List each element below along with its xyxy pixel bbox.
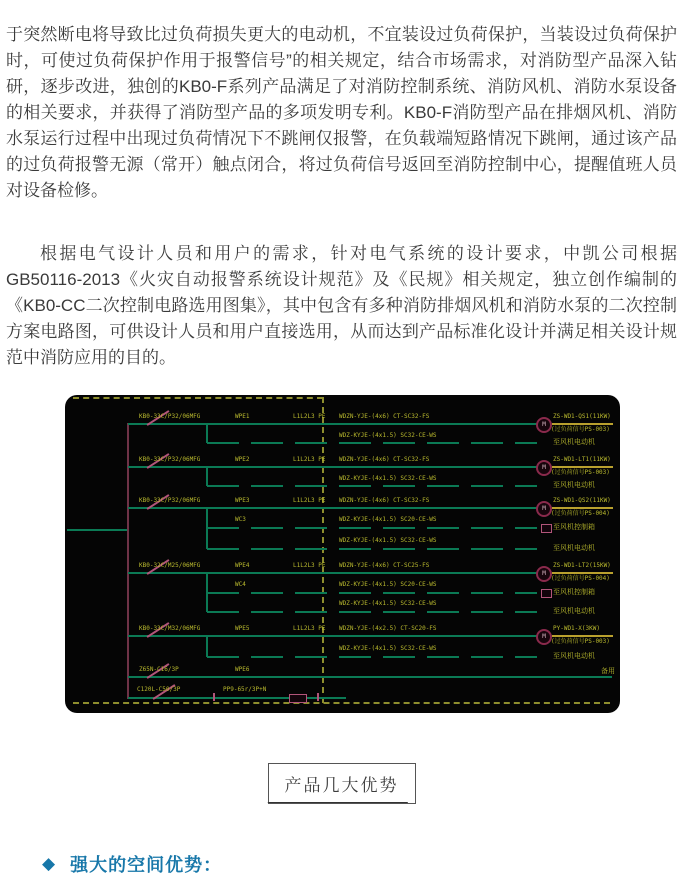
dashed-border-bottom bbox=[73, 702, 610, 704]
dest-label: 至风机控制箱 bbox=[553, 588, 595, 596]
circuit-diagram-image[interactable] bbox=[65, 395, 620, 713]
breaker-label: KB0-33C/P32/06MFG bbox=[139, 497, 201, 504]
circuit-line bbox=[128, 635, 538, 637]
motor-icon: M bbox=[536, 501, 552, 517]
dest-label: ZS-WD1-QS1(11KW) bbox=[553, 413, 611, 420]
dest-label: 至风机电动机 bbox=[553, 652, 595, 660]
breaker-label: KB0-32C/M25/06MFG bbox=[139, 562, 201, 569]
feeder-label: WPE2 bbox=[235, 456, 250, 463]
caption-box bbox=[268, 763, 416, 804]
dest-underline bbox=[552, 466, 613, 468]
cable-label: WDZ-KYJE-(4x1.5) SC32-CE-WS bbox=[339, 475, 437, 482]
dest-label: ZS-WD1-QS2(11KW) bbox=[553, 497, 611, 504]
feeder-label: WPE1 bbox=[235, 413, 250, 420]
arrow-tick bbox=[213, 693, 215, 701]
cable-label: WDZN-YJE-(4x6) CT-SC32-FS bbox=[339, 456, 430, 463]
dest-label: ZS-WD1-LT1(11KW) bbox=[553, 456, 611, 463]
branch-drop-line bbox=[206, 636, 208, 657]
dest-underline bbox=[552, 507, 613, 509]
phase-label: L1L2L3 PE bbox=[293, 456, 326, 463]
cable-label: WDZ-KYJE-(4x1.5) SC32-CE-WS bbox=[339, 537, 437, 544]
sub-circuit-line bbox=[207, 656, 537, 658]
sub-circuit-line bbox=[207, 527, 537, 529]
dest-sub-label: (过负荷信号PS-003) bbox=[551, 426, 610, 433]
sub-circuit-line bbox=[207, 592, 537, 594]
phase-label: L1L2L3 PE bbox=[293, 562, 326, 569]
meter-label: PP9-65r/3P+N bbox=[223, 686, 267, 693]
dest-sub-label: (过负荷信号PS-003) bbox=[551, 469, 610, 476]
dest-underline bbox=[552, 423, 613, 425]
terminal-box bbox=[541, 589, 552, 598]
section-caption bbox=[0, 763, 683, 804]
dest-label: 至风机电动机 bbox=[553, 607, 595, 615]
dest-underline bbox=[552, 635, 613, 637]
terminal-box bbox=[541, 524, 552, 533]
breaker-label: Z65N-C16/3P bbox=[139, 666, 179, 673]
dest-sub-label: (过负荷信号PS-004) bbox=[551, 575, 610, 582]
bus-line bbox=[127, 423, 129, 699]
branch-drop-line bbox=[206, 424, 208, 443]
cable-label: WDZ-KYJE-(4x1.5) SC20-CE-WS bbox=[339, 516, 437, 523]
circuit-line bbox=[128, 466, 538, 468]
cable-label: WDZN-YJE-(4x6) CT-SC25-FS bbox=[339, 562, 430, 569]
dest-sub-label: (过负荷信号PS-004) bbox=[551, 510, 610, 517]
cable-label: WDZ-KYJE-(4x1.5) SC20-CE-WS bbox=[339, 581, 437, 588]
feeder-label: WPE3 bbox=[235, 497, 250, 504]
meter-box bbox=[289, 694, 307, 703]
sub-circuit-line bbox=[207, 485, 537, 487]
dashed-border-top bbox=[73, 397, 323, 399]
circuit-line bbox=[128, 676, 612, 678]
dest-label: ZS-WD1-LT2(15KW) bbox=[553, 562, 611, 569]
cable-label: WDZN-YJE-(4x2.5) CT-SC20-FS bbox=[339, 625, 437, 632]
dest-label: 至风机电动机 bbox=[553, 438, 595, 446]
dest-label: 至风机电动机 bbox=[553, 481, 595, 489]
caption-label: 产品几大优势 bbox=[284, 776, 399, 795]
breaker-label: KB0-33C/P32/06MFG bbox=[139, 456, 201, 463]
dest-label: PY-WD1-X(3KW) bbox=[553, 625, 600, 632]
diamond-bullet-icon: ◆ bbox=[42, 854, 56, 873]
circuit-line bbox=[128, 507, 538, 509]
dest-label: 至风机电动机 bbox=[553, 544, 595, 552]
incoming-line bbox=[67, 529, 127, 531]
branch-drop-line bbox=[206, 467, 208, 486]
circuit-line bbox=[128, 697, 346, 699]
paragraph-design-atlas: 根据电气设计人员和用户的需求，针对电气系统的设计要求，中凯公司根据GB50116-2013《火灾自动报警系统设计规范》及《民规》相关规定，独立创作编制的《KB0-CC二次控制电路选用图集》，其中包含有多种消防排烟风机和消防水泵的二次控制方案电路图，可供设计人员和用户直接选用，从而达到产品标准化设计并满足相关设计规范中消防应用的目的。 bbox=[6, 244, 677, 367]
circuit-line bbox=[128, 423, 538, 425]
dest-underline bbox=[552, 572, 613, 574]
breaker-label: KB0-33C/P32/06MFG bbox=[139, 413, 201, 420]
circuit-line bbox=[128, 572, 538, 574]
feeder-label: WC4 bbox=[235, 581, 246, 588]
breaker-label: C120L-C50/3P bbox=[137, 686, 181, 693]
motor-icon: M bbox=[536, 460, 552, 476]
feeder-label: WPE5 bbox=[235, 625, 250, 632]
caption-underline bbox=[267, 802, 407, 803]
motor-icon: M bbox=[536, 566, 552, 582]
breaker-label: KB0-33C/M32/06MFG bbox=[139, 625, 201, 632]
advantage-heading bbox=[42, 851, 222, 877]
advantage-heading-text: 强大的空间优势： bbox=[70, 855, 223, 875]
motor-icon: M bbox=[536, 417, 552, 433]
cable-label: WDZN-YJE-(4x6) CT-SC32-FS bbox=[339, 497, 430, 504]
sub-circuit-line bbox=[207, 442, 537, 444]
sub-circuit-line bbox=[207, 611, 537, 613]
arrow-tick bbox=[317, 693, 319, 701]
paragraph-overload-protection: 于突然断电将导致比过负荷损失更大的电动机，不宜装设过负荷保护，当装设过负荷保护时，可使过负荷保护作用于报警信号”的相关规定，结合市场需求，对消防型产品深入钻研，逐步改进，独创的KB0-F系列产品满足了对消防控制系统、消防风机、消防水泵设备的相关要求，并获得了消防型产品的多项发明专利。KB0-F消防型产品在排烟风机、消防水泵运行过程中出现过负荷情况下不跳闸仅报警，在负载端短路情况下跳闸，通过该产品的过负荷报警无源（常开）触点闭合，将过负荷信号返回至消防控制中心，提醒值班人员对设备检修。 bbox=[6, 25, 677, 200]
dest-sub-label: (过负荷信号PS-003) bbox=[551, 638, 610, 645]
cable-label: WDZ-KYJE-(4x1.5) SC32-CE-WS bbox=[339, 432, 437, 439]
motor-icon: M bbox=[536, 629, 552, 645]
cable-label: WDZ-KYJE-(4x1.5) SC32-CE-WS bbox=[339, 645, 437, 652]
phase-label: L1L2L3 PE bbox=[293, 413, 326, 420]
phase-label: L1L2L3 PE bbox=[293, 497, 326, 504]
feeder-label: WPE4 bbox=[235, 562, 250, 569]
cable-label: WDZN-YJE-(4x6) CT-SC32-FS bbox=[339, 413, 430, 420]
cable-label: WDZ-KYJE-(4x1.5) SC32-CE-WS bbox=[339, 600, 437, 607]
phase-label: L1L2L3 PE bbox=[293, 625, 326, 632]
feeder-label: WC3 bbox=[235, 516, 246, 523]
dest-label: 至风机控制箱 bbox=[553, 523, 595, 531]
feeder-label: WPE6 bbox=[235, 666, 250, 673]
dest-label: 备用 bbox=[601, 667, 615, 675]
sub-circuit-line bbox=[207, 548, 537, 550]
